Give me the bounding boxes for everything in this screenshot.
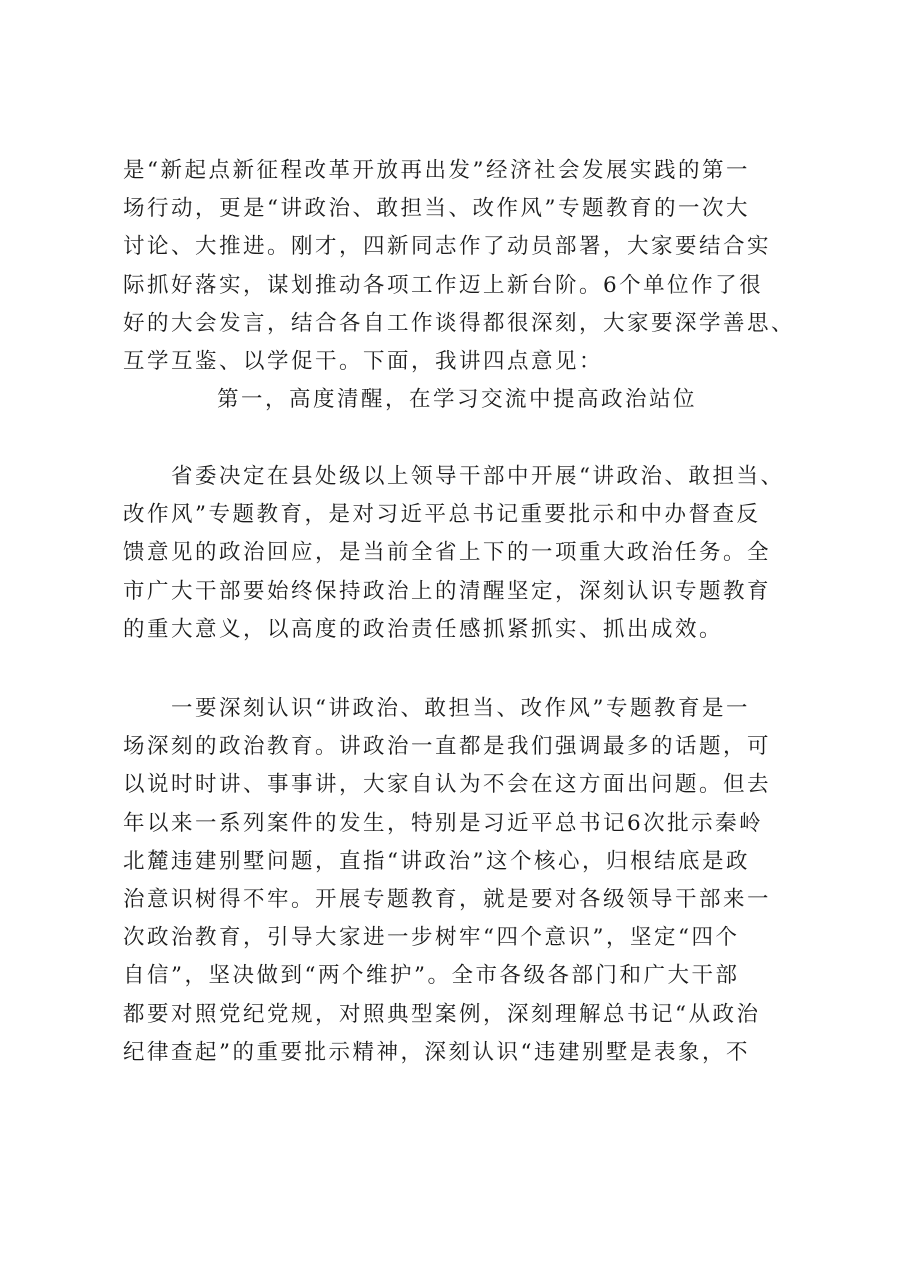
text-line: 次政治教育，引导大家进一步树牢“四个意识”，坚定“四个 bbox=[123, 925, 740, 951]
text-line: 市广大干部要始终保持政治上的清醒坚定，深刻认识专题教育 bbox=[123, 578, 772, 604]
text-line: 北麓违建别墅问题，直指“讲政治”这个核心，归根结底是政 bbox=[123, 848, 750, 874]
text-line: 自信”，坚决做到“两个维护”。全市各级各部门和广大干部 bbox=[123, 963, 740, 989]
text-line: 际抓好落实，谋划推动各项工作迈上新台阶。6个单位作了很 bbox=[123, 272, 764, 298]
text-line: 互学互鉴、以学促干。下面，我讲四点意见： bbox=[123, 348, 604, 374]
section-heading: 第一，高度清醒，在学习交流中提高政治站位 bbox=[217, 387, 698, 413]
text-line: 好的大会发言，结合各自工作谈得都很深刻，大家要深学善思、 bbox=[123, 310, 796, 336]
text-line: 是“新起点新征程改革开放再出发”经济社会发展实践的第一 bbox=[123, 158, 750, 183]
text-line: 馈意见的政治回应，是当前全省上下的一项重大政治任务。全 bbox=[123, 540, 772, 566]
text-line: 治意识树得不牢。开展专题教育，就是要对各级领导干部来一 bbox=[123, 886, 772, 912]
text-line: 纪律查起”的重要批示精神，深刻认识“违建别墅是表象，不 bbox=[123, 1039, 750, 1065]
text-line: 一要深刻认识“讲政治、敢担当、改作风”专题教育是一 bbox=[171, 696, 750, 721]
intro-paragraph bbox=[123, 152, 803, 419]
text-line: 都要对照党纪党规，对照典型案例，深刻理解总书记“从政治 bbox=[123, 1001, 761, 1027]
text-line: 以说时时讲、事事讲，大家自认为不会在这方面出问题。但去 bbox=[123, 772, 772, 798]
text-line: 讨论、大推进。刚才，四新同志作了动员部署，大家要结合实 bbox=[123, 234, 772, 260]
text-line: 场深刻的政治教育。讲政治一直都是我们强调最多的话题，可 bbox=[123, 734, 772, 760]
text-line: 场行动，更是“讲政治、敢担当、改作风”专题教育的一次大 bbox=[123, 196, 750, 222]
text-line: 改作风”专题教育，是对习近平总书记重要批示和中办督查反 bbox=[123, 502, 761, 528]
paragraph-significance bbox=[123, 458, 803, 649]
text-line: 省委决定在县处级以上领导干部中开展“讲政治、敢担当、 bbox=[171, 464, 785, 489]
text-line: 年以来一系列案件的发生，特别是习近平总书记6次批示秦岭 bbox=[123, 810, 764, 836]
text-line: 的重大意义，以高度的政治责任感抓紧抓实、抓出成效。 bbox=[123, 616, 724, 642]
paragraph-political-education bbox=[123, 690, 803, 1072]
